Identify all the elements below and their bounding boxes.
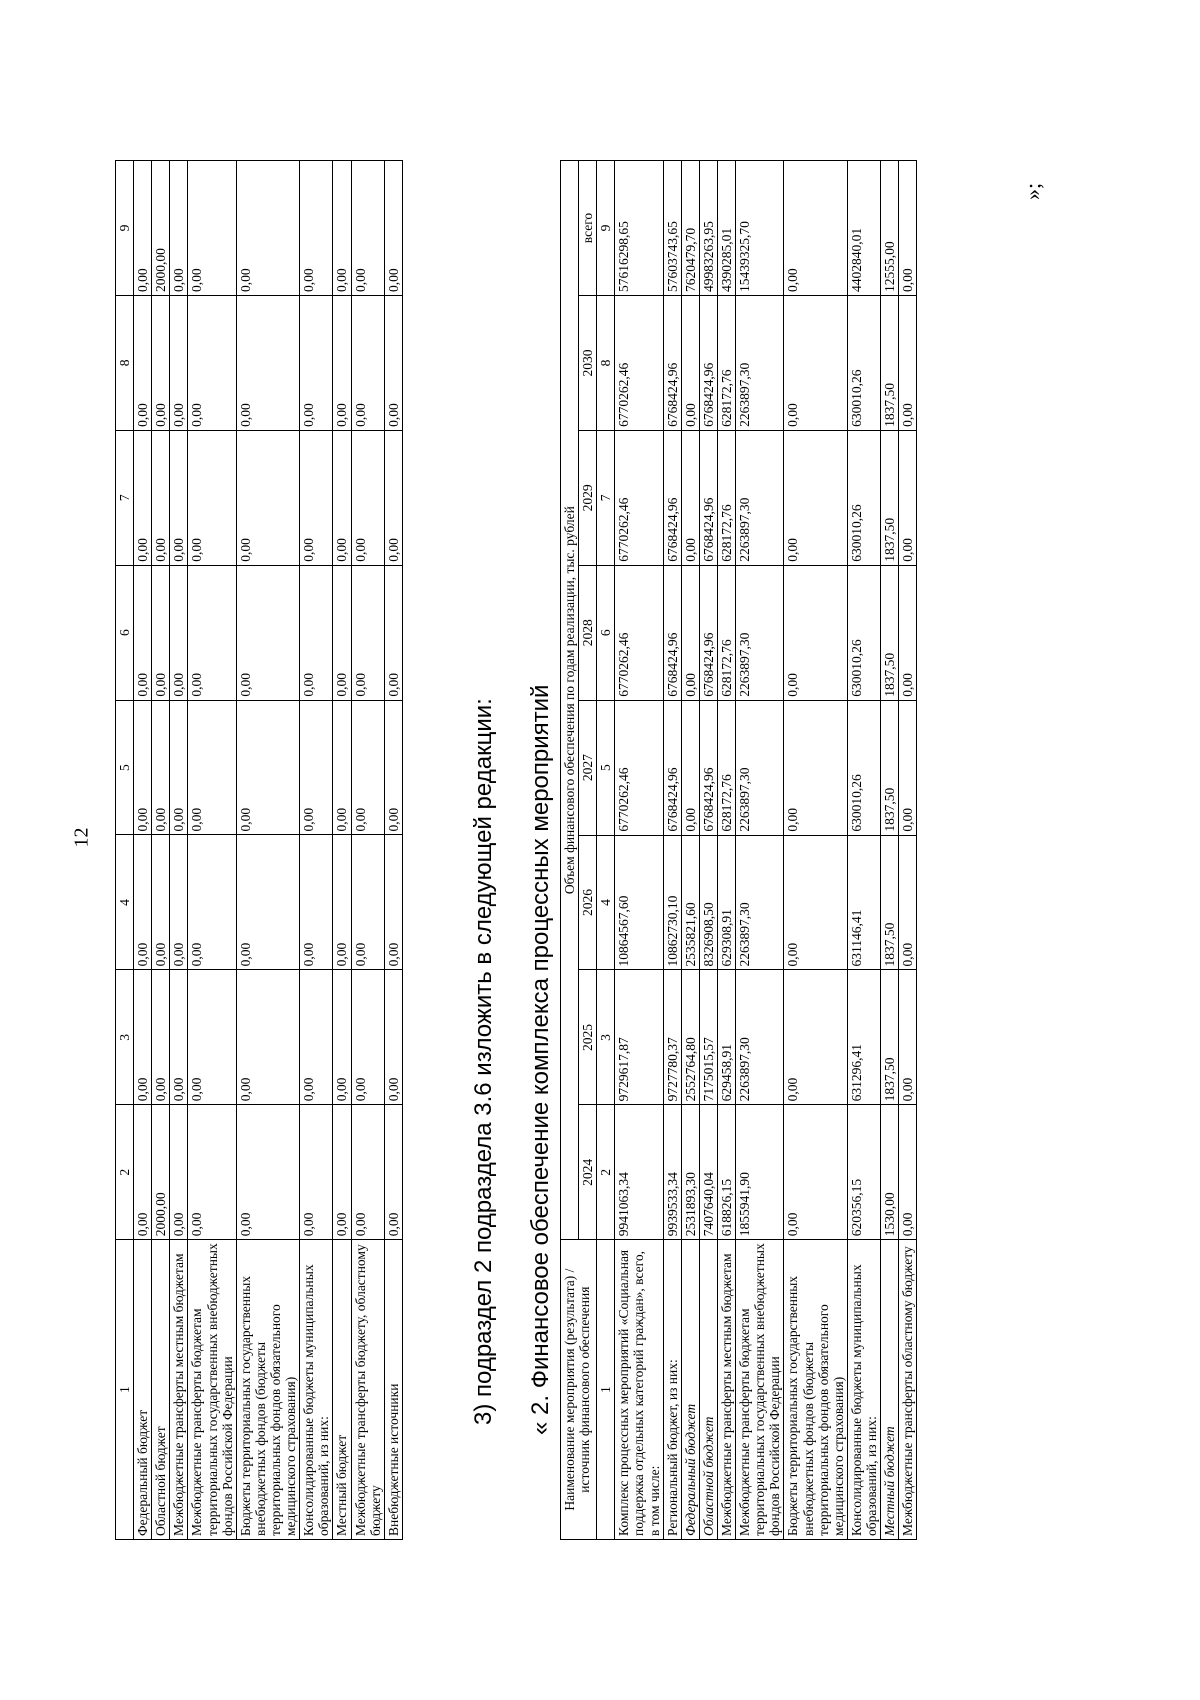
value-cell: 0,00	[784, 1105, 847, 1240]
year-header-cell: всего	[579, 161, 597, 296]
value-cell: 628172,76	[717, 700, 735, 835]
table-row	[351, 161, 384, 1540]
year-header-cell: 2025	[579, 970, 597, 1105]
row-label-cell: Федеральный бюджет	[681, 1240, 699, 1540]
value-cell: 0,00	[384, 1105, 402, 1240]
value-cell: 4390285,01	[717, 161, 735, 296]
row-label-cell: Бюджеты территориальных государственных внебюджетных фондов (бюджеты территориальных фондов обязательного медицинского страхования)	[784, 1240, 847, 1540]
value-cell: 628172,76	[717, 565, 735, 700]
row-label-cell: Межбюджетные трансферты бюджетам территориальных государственных внебюджетных фондов Российской Федерации	[188, 1240, 236, 1540]
value-cell: 0,00	[784, 296, 847, 431]
value-cell: 1837,50	[881, 700, 899, 835]
value-cell: 2535821,60	[681, 835, 699, 970]
value-cell: 0,00	[899, 1105, 917, 1240]
value-cell: 0,00	[134, 565, 152, 700]
value-cell: 0,00	[170, 430, 188, 565]
row-label-cell: Межбюджетные трансферты бюджетам территориальных государственных внебюджетных фондов Российской Федерации	[736, 1240, 784, 1540]
value-cell: 0,00	[351, 1105, 384, 1240]
value-cell: 0,00	[152, 700, 170, 835]
column-number-cell: 3	[116, 970, 134, 1105]
value-cell: 0,00	[899, 835, 917, 970]
value-cell: 0,00	[170, 295, 188, 430]
row-label-cell: Межбюджетные трансферты бюджету, областному бюджету	[351, 1240, 384, 1540]
value-cell: 629308,91	[717, 835, 735, 970]
group-header: Объем финансового обеспечения по годам реализации, тыс. рублей	[561, 161, 579, 1240]
quote-end: »;	[1020, 182, 1045, 200]
value-cell: 0,00	[188, 565, 236, 700]
value-cell: 0,00	[351, 430, 384, 565]
value-cell: 0,00	[236, 700, 299, 835]
value-cell: 0,00	[188, 161, 236, 296]
row-label-cell: Межбюджетные трансферты местным бюджетам	[170, 1240, 188, 1540]
value-cell: 0,00	[236, 430, 299, 565]
value-cell: 6768424,96	[699, 296, 717, 431]
value-cell: 630010,26	[847, 700, 880, 835]
value-cell: 6768424,96	[663, 296, 681, 431]
value-cell: 631146,41	[847, 835, 880, 970]
value-cell: 0,00	[681, 700, 699, 835]
value-cell: 10864567,60	[615, 835, 663, 970]
row-label-cell: Межбюджетные трансферты местным бюджетам	[717, 1240, 735, 1540]
value-cell: 15439325,70	[736, 161, 784, 296]
value-cell: 0,00	[333, 430, 351, 565]
value-cell: 0,00	[784, 700, 847, 835]
value-cell: 0,00	[384, 835, 402, 970]
value-cell: 0,00	[152, 430, 170, 565]
value-cell: 0,00	[384, 970, 402, 1105]
value-cell: 631296,41	[847, 970, 880, 1105]
value-cell: 2263897,30	[736, 970, 784, 1105]
value-cell: 0,00	[236, 970, 299, 1105]
value-cell: 0,00	[170, 1105, 188, 1240]
value-cell: 4402840,01	[847, 161, 880, 296]
value-cell: 6768424,96	[699, 700, 717, 835]
value-cell: 7175015,57	[699, 970, 717, 1105]
value-cell: 0,00	[899, 970, 917, 1105]
financing-table	[560, 160, 917, 1540]
table-row	[881, 161, 899, 1540]
value-cell: 0,00	[300, 835, 333, 970]
page-number: 12	[70, 827, 93, 848]
table-header-row	[116, 161, 134, 1540]
year-header-cell: 2024	[579, 1105, 597, 1240]
value-cell: 1855941,90	[736, 1105, 784, 1240]
row-label-cell: Комплекс процессных мероприятий «Социальная поддержка отдельных категорий граждан», всего, в том числе:	[615, 1240, 663, 1540]
value-cell: 0,00	[351, 161, 384, 296]
column-number-cell: 6	[116, 565, 134, 700]
value-cell: 9727780,37	[663, 970, 681, 1105]
value-cell: 0,00	[333, 295, 351, 430]
column-number-cell: 2	[116, 1105, 134, 1240]
value-cell: 12555,00	[881, 161, 899, 296]
year-header-cell: 2028	[579, 565, 597, 700]
column-number-cell: 7	[597, 430, 615, 565]
table-row	[134, 161, 152, 1540]
value-cell: 2263897,30	[736, 565, 784, 700]
value-cell: 0,00	[300, 295, 333, 430]
value-cell: 57603743,65	[663, 161, 681, 296]
table-row	[170, 161, 188, 1540]
column-number-cell: 6	[597, 565, 615, 700]
value-cell: 0,00	[384, 295, 402, 430]
column-number-cell: 4	[116, 835, 134, 970]
value-cell: 629458,91	[717, 970, 735, 1105]
year-header-cell: 2030	[579, 296, 597, 431]
value-cell: 1837,50	[881, 430, 899, 565]
value-cell: 0,00	[188, 700, 236, 835]
value-cell: 0,00	[351, 565, 384, 700]
value-cell: 0,00	[333, 700, 351, 835]
table-row	[663, 161, 681, 1540]
value-cell: 0,00	[333, 161, 351, 296]
section-heading: « 2. Финансовое обеспечение комплекса процессных мероприятий	[527, 684, 554, 1435]
column-number-cell: 1	[597, 1240, 615, 1540]
table-row	[236, 161, 299, 1540]
value-cell: 7407640,04	[699, 1105, 717, 1240]
value-cell: 0,00	[170, 565, 188, 700]
value-cell: 0,00	[188, 295, 236, 430]
value-cell: 2263897,30	[736, 296, 784, 431]
value-cell: 0,00	[784, 565, 847, 700]
value-cell: 1837,50	[881, 835, 899, 970]
value-cell: 0,00	[681, 565, 699, 700]
value-cell: 6768424,96	[663, 700, 681, 835]
value-cell: 0,00	[384, 161, 402, 296]
value-cell: 618826,15	[717, 1105, 735, 1240]
column-number-cell: 9	[116, 161, 134, 296]
value-cell: 2263897,30	[736, 430, 784, 565]
value-cell: 8326908,50	[699, 835, 717, 970]
table-row	[300, 161, 333, 1540]
value-cell: 0,00	[188, 430, 236, 565]
value-cell: 0,00	[134, 1105, 152, 1240]
value-cell: 2263897,30	[736, 700, 784, 835]
value-cell: 0,00	[333, 565, 351, 700]
value-cell: 6768424,96	[699, 430, 717, 565]
value-cell: 1837,50	[881, 970, 899, 1105]
row-label-cell: Федеральный бюджет	[134, 1240, 152, 1540]
value-cell: 0,00	[134, 161, 152, 296]
value-cell: 0,00	[300, 700, 333, 835]
row-label-cell: Консолидированные бюджеты муниципальных образований, из них:	[300, 1240, 333, 1540]
value-cell: 0,00	[170, 700, 188, 835]
column-number-cell: 3	[597, 970, 615, 1105]
value-cell: 0,00	[899, 565, 917, 700]
value-cell: 0,00	[134, 295, 152, 430]
value-cell: 628172,76	[717, 430, 735, 565]
table-row	[333, 161, 351, 1540]
budget-table-continued	[115, 160, 403, 1540]
value-cell: 0,00	[236, 835, 299, 970]
year-header-cell: 2027	[579, 700, 597, 835]
value-cell: 2552764,80	[681, 970, 699, 1105]
value-cell: 0,00	[188, 1105, 236, 1240]
row-label-cell: Местный бюджет	[333, 1240, 351, 1540]
value-cell: 630010,26	[847, 430, 880, 565]
value-cell: 0,00	[681, 430, 699, 565]
value-cell: 0,00	[333, 835, 351, 970]
value-cell: 0,00	[784, 161, 847, 296]
year-header-cell: 2029	[579, 430, 597, 565]
value-cell: 0,00	[170, 970, 188, 1105]
table-row	[681, 161, 699, 1540]
row-label-cell: Местный бюджет	[881, 1240, 899, 1540]
amendment-instruction: 3) подраздел 2 подраздела 3.6 изложить в следующей редакции:	[470, 698, 497, 1425]
row-label-cell: Областной бюджет	[152, 1240, 170, 1540]
column-number-cell: 1	[116, 1240, 134, 1540]
table-row	[847, 161, 880, 1540]
value-cell: 9941063,34	[615, 1105, 663, 1240]
value-cell: 0,00	[384, 700, 402, 835]
column-number-cell: 5	[597, 700, 615, 835]
value-cell: 0,00	[300, 970, 333, 1105]
value-cell: 6770262,46	[615, 565, 663, 700]
value-cell: 1530,00	[881, 1105, 899, 1240]
row-label-cell: Консолидированные бюджеты муниципальных образований, из них:	[847, 1240, 880, 1540]
value-cell: 57616298,65	[615, 161, 663, 296]
value-cell: 10862730,10	[663, 835, 681, 970]
row-label-cell: Бюджеты территориальных государственных внебюджетных фондов (бюджеты территориальных фондов обязательного медицинского страхования)	[236, 1240, 299, 1540]
column-number-cell: 4	[597, 835, 615, 970]
value-cell: 0,00	[300, 1105, 333, 1240]
value-cell: 0,00	[351, 835, 384, 970]
value-cell: 0,00	[134, 430, 152, 565]
value-cell: 1837,50	[881, 296, 899, 431]
value-cell: 0,00	[188, 970, 236, 1105]
value-cell: 2531893,30	[681, 1105, 699, 1240]
value-cell: 6768424,96	[699, 565, 717, 700]
value-cell: 1837,50	[881, 565, 899, 700]
value-cell: 0,00	[134, 970, 152, 1105]
value-cell: 0,00	[152, 565, 170, 700]
column-number-cell: 8	[116, 295, 134, 430]
value-cell: 0,00	[236, 565, 299, 700]
value-cell: 6770262,46	[615, 296, 663, 431]
table-row	[188, 161, 236, 1540]
value-cell: 0,00	[899, 430, 917, 565]
value-cell: 9939533,34	[663, 1105, 681, 1240]
value-cell: 9729617,87	[615, 970, 663, 1105]
table-row	[152, 161, 170, 1540]
col1-header: Наименование мероприятия (результата) / источник финансового обеспечения	[561, 1240, 597, 1540]
value-cell: 0,00	[188, 835, 236, 970]
column-number-cell: 7	[116, 430, 134, 565]
value-cell: 620356,15	[847, 1105, 880, 1240]
value-cell: 0,00	[681, 296, 699, 431]
value-cell: 6770262,46	[615, 430, 663, 565]
row-label-cell: Внебюджетные источники	[384, 1240, 402, 1540]
row-label-cell: Региональный бюджет, из них:	[663, 1240, 681, 1540]
value-cell: 0,00	[899, 161, 917, 296]
column-number-row	[597, 161, 615, 1540]
table-row	[899, 161, 917, 1540]
value-cell: 0,00	[134, 835, 152, 970]
table-row	[384, 161, 402, 1540]
value-cell: 0,00	[384, 430, 402, 565]
value-cell: 630010,26	[847, 565, 880, 700]
value-cell: 0,00	[784, 835, 847, 970]
row-label-cell: Областной бюджет	[699, 1240, 717, 1540]
value-cell: 0,00	[236, 161, 299, 296]
value-cell: 0,00	[300, 565, 333, 700]
value-cell: 0,00	[351, 295, 384, 430]
table-row	[784, 161, 847, 1540]
value-cell: 6770262,46	[615, 700, 663, 835]
value-cell: 0,00	[384, 565, 402, 700]
column-number-cell: 5	[116, 700, 134, 835]
table-row	[699, 161, 717, 1540]
value-cell: 0,00	[170, 835, 188, 970]
value-cell: 0,00	[236, 1105, 299, 1240]
value-cell: 0,00	[333, 970, 351, 1105]
value-cell: 0,00	[152, 835, 170, 970]
value-cell: 0,00	[152, 295, 170, 430]
value-cell: 0,00	[784, 970, 847, 1105]
column-number-cell: 8	[597, 296, 615, 431]
value-cell: 2263897,30	[736, 835, 784, 970]
table-row	[736, 161, 784, 1540]
value-cell: 2000,00	[152, 1105, 170, 1240]
value-cell: 2000,00	[152, 161, 170, 296]
value-cell: 0,00	[300, 161, 333, 296]
value-cell: 6768424,96	[663, 565, 681, 700]
year-header-cell: 2026	[579, 835, 597, 970]
table-row	[717, 161, 735, 1540]
table-row	[615, 161, 663, 1540]
column-number-cell: 2	[597, 1105, 615, 1240]
value-cell: 0,00	[300, 430, 333, 565]
value-cell: 0,00	[351, 970, 384, 1105]
value-cell: 49983263,95	[699, 161, 717, 296]
value-cell: 0,00	[899, 700, 917, 835]
value-cell: 0,00	[170, 161, 188, 296]
value-cell: 628172,76	[717, 296, 735, 431]
value-cell: 0,00	[333, 1105, 351, 1240]
value-cell: 630010,26	[847, 296, 880, 431]
value-cell: 0,00	[236, 295, 299, 430]
value-cell: 0,00	[152, 970, 170, 1105]
value-cell: 6768424,96	[663, 430, 681, 565]
value-cell: 7620479,70	[681, 161, 699, 296]
value-cell: 0,00	[899, 296, 917, 431]
value-cell: 0,00	[351, 700, 384, 835]
column-number-cell: 9	[597, 161, 615, 296]
row-label-cell: Межбюджетные трансферты областному бюджету	[899, 1240, 917, 1540]
value-cell: 0,00	[784, 430, 847, 565]
value-cell: 0,00	[134, 700, 152, 835]
